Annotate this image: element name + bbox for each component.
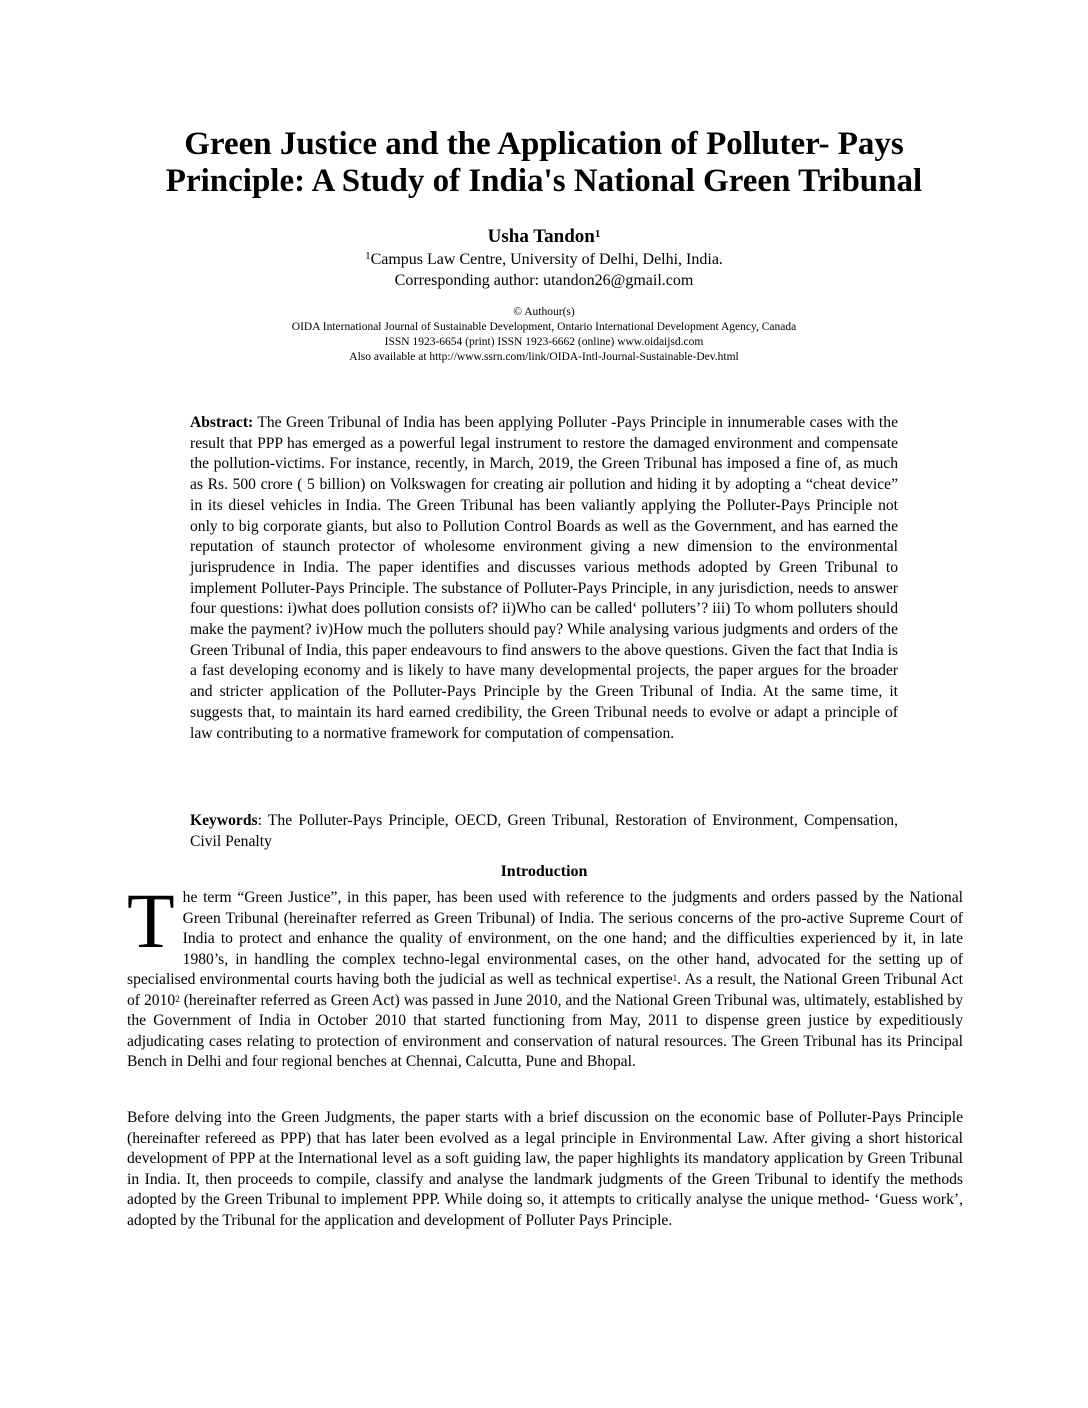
affiliation <box>100 249 988 270</box>
abstract <box>190 413 898 744</box>
keywords-label: Keywords <box>190 812 258 829</box>
author-affiliation-block <box>100 249 988 291</box>
introduction-paragraph-2: Before delving into the Green Judgments, the paper starts with a brief discussion on the economic base of Polluter-Pays Principle (hereinafter refereed as PPP) that has later been evolved as a legal principle in Environmental Law. After giving a short historical development of PPP at the International level as a soft guiding law, the paper highlights its mandatory application by Green Tribunal in India. It, then proceeds to compile, classify and analyse the landmark judgments of the Green Tribunal to identify the methods adopted by the Green Tribunal to implement PPP. While doing so, it attempts to critically analyse the unique method- ‘Guess work’, adopted by the Tribunal for the application and development of Polluter Pays Principle. <box>127 1109 963 1229</box>
availability-line: Also available at http://www.ssrn.com/link/OIDA-Intl-Journal-Sustainable-Dev.html <box>349 351 739 363</box>
affiliation-superscript: 1 <box>365 250 371 262</box>
journal-line: OIDA International Journal of Sustainable Development, Ontario International Development Agency, Canada <box>291 321 797 333</box>
footnote-ref-2[interactable]: 2 <box>175 993 180 1004</box>
footnote-ref-1[interactable]: 1 <box>672 973 678 983</box>
abstract-text: The Green Tribunal of India has been applying Polluter -Pays Principle in innumerable cases with the result that PPP has emerged as a powerful legal instrument to restore the damaged environment and compensate the pollution-victims. For instance, recently, in March, 2019, the Green Tribunal has imposed a fine of, as much as Rs. 500 crore ( 5 billion) on Volkswagen for creating air pollution and hiding it by adopting a “cheat device” in its diesel vehicles in India. The Green Tribunal has been valiantly applying the Polluter-Pays Principle not only to big corporate giants, but also to Pollution Control Boards as well as the Government, and has earned the reputation of staunch protector of wholesome environment giving a new dimension to the environmental jurisprudence in India. The paper identifies and discusses various methods adopted by Green Tribunal to implement Polluter-Pays Principle. The substance of Polluter-Pays Principle, in any jurisdiction, needs to answer four questions: i)what does pollution consists of? ii)Who can be called‘ polluters’? iii) To whom polluters should make the payment? iv)How much the polluters should pay? While analysing various judgments and orders of the Green Tribunal of India, this paper endeavours to find answers to the above questions. Given the fact that India is a fast developing economy and is likely to have many developmental projects, the paper argues for the broader and stricter application of the Polluter-Pays Principle by the Green Tribunal of India. At the same time, it suggests that, to maintain its hard earned credibility, the Green Tribunal needs to evolve or adapt a principle of law contributing to a normative framework for computation of compensation. <box>190 414 898 742</box>
keywords-text: : The Polluter-Pays Principle, OECD, Green Tribunal, Restoration of Environment, Compensation, Civil Penalty <box>190 812 898 850</box>
author-name-text: Usha Tandon <box>487 226 595 247</box>
intro-text-a: he term “Green Justice”, in this paper, has been used with reference to the judgments and orders passed by the National Green Tribunal (hereinafter referred as Green Tribunal) of India. The serious concerns of the pro-active Supreme Court of India to protect and enhance the quality of environment, on the one hand; and the difficulties experienced by it, in late 1980’s, in handling the complex techno-legal environmental cases, on the other hand, advocated for the setting up of specialised environmental courts having both the judicial as well as technical expertise <box>127 889 963 988</box>
keywords <box>190 811 898 852</box>
section-heading-introduction: Introduction <box>500 863 588 880</box>
copyright-line: © Authour(s) <box>513 306 575 318</box>
author-superscript: 1 <box>594 228 601 240</box>
intro-text-b: . As a result, the National Green Tribunal Act of 2010 <box>127 971 963 1009</box>
intro-text-c: (hereinafter referred as Green Act) was passed in June 2010, and the National Green Tribunal was, ultimately, established by the Government of India in October 2010 that started functioning from May, 2011 to dispense green justice by expeditiously adjudicating cases relating to protection of environment and conservation of natural resources. The Green Tribunal has its Principal Bench in Delhi and four regional benches at Chennai, Calcutta, Pune and Bhopal. <box>127 991 963 1070</box>
drop-cap: T <box>127 877 175 964</box>
abstract-label: Abstract: <box>190 414 254 431</box>
title-line-2: Principle: A Study of India's National Green Tribunal <box>165 163 923 199</box>
publication-info <box>100 305 988 365</box>
paper-title <box>100 126 988 200</box>
issn-line: ISSN 1923-6654 (print) ISSN 1923-6662 (online) www.oidaijsd.com <box>384 336 704 348</box>
affiliation-text: Campus Law Centre, University of Delhi, Delhi, India. <box>370 251 723 268</box>
introduction-paragraph-1 <box>127 877 963 1073</box>
corresponding-author: Corresponding author: utandon26@gmail.com <box>394 272 694 289</box>
author-name <box>100 226 988 248</box>
title-line-1: Green Justice and the Application of Polluter- Pays <box>184 126 904 162</box>
